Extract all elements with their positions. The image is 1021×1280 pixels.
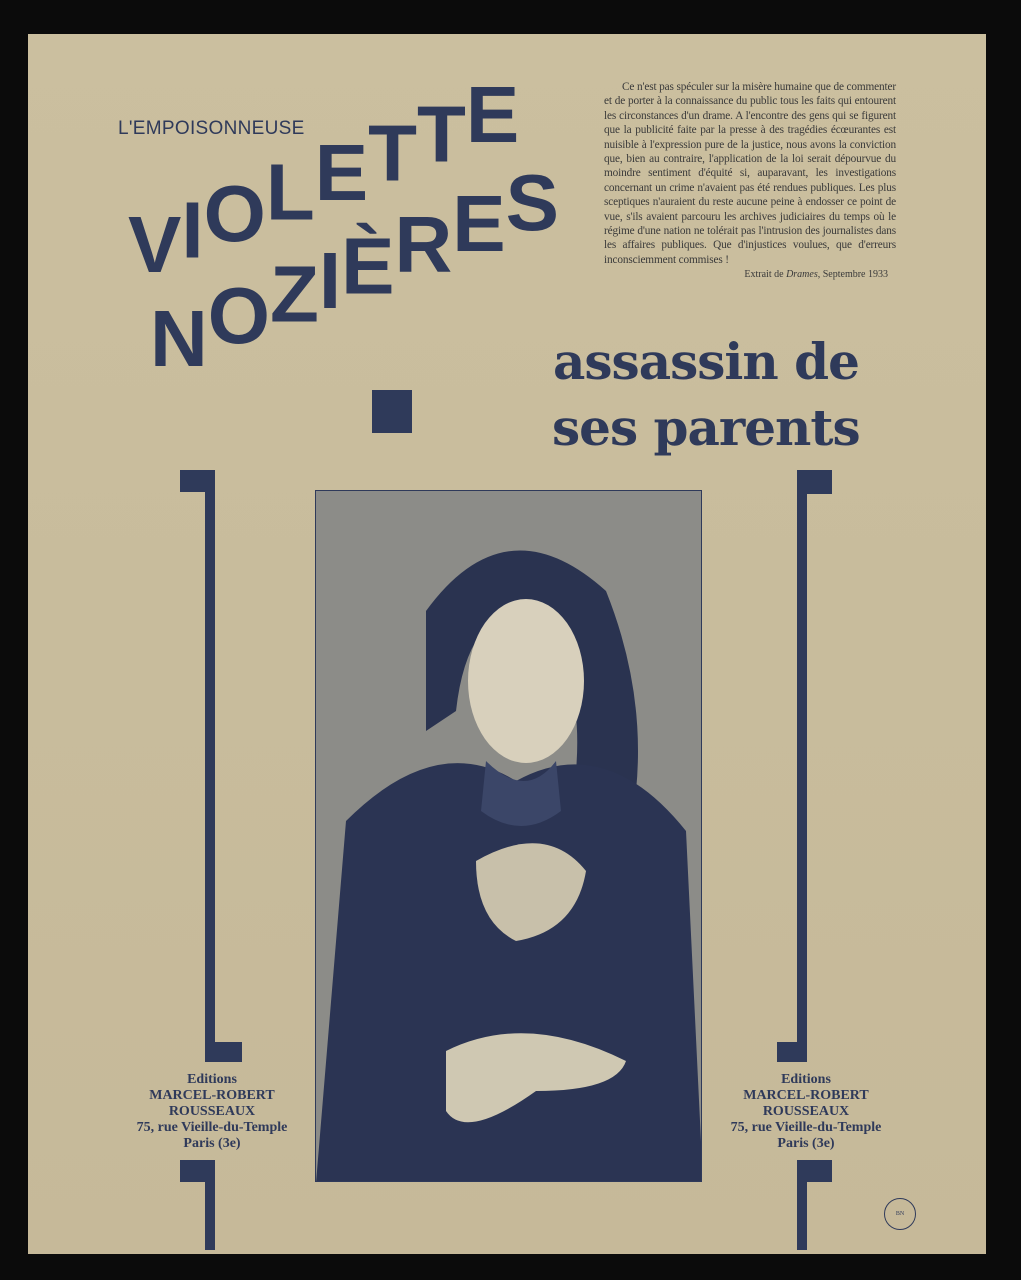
- publisher-line: Editions: [187, 1072, 237, 1087]
- source-prefix: Extrait de: [744, 269, 787, 281]
- bracket-part: [797, 470, 807, 1062]
- title-letter: E: [452, 178, 506, 268]
- title-letter: S: [505, 158, 559, 248]
- title-letter: T: [416, 89, 466, 179]
- title-letter: T: [368, 108, 417, 198]
- bracket-part: [215, 1042, 242, 1062]
- publisher-city: Paris (3e): [777, 1136, 835, 1151]
- bracket-part: [205, 1160, 215, 1250]
- title-letter: I: [318, 235, 342, 325]
- bracket-part: [777, 1042, 807, 1062]
- title-last-name: [150, 158, 559, 390]
- publisher-left: [112, 1072, 312, 1152]
- title-letter: V: [128, 199, 182, 289]
- title-letter: L: [265, 147, 315, 237]
- quote-paragraph: Ce n'est pas spéculer sur la misère humaine que de commenter et de porter à la connaissance du public tous les faits qui entourent les circonstances d'un drame. A l'encontre des gens qui se figurent que la publicité faite par la presse à des tragédies écœurantes est nuisible à l'expression pure de la justice, nous avons la conviction que, bien au contraire, l'application de la loi serait dépourvue du moindre sentiment d'équité si, auparavant, les investigations concernant un crime n'avaient pas été rendues publiques. Les plus sceptiques n'auraient du reste aucune peine à endosser ce point de vue, s'ils avaient parcouru les archives judiciaires du temps où le régime d'une nation ne tolérait pas l'intrusion des journalistes dans les affaires publiques. Que d'injustices voulues, que d'erreurs inconsciemment commises !: [604, 81, 896, 266]
- title-letter: È: [341, 221, 395, 311]
- publisher-name: ROUSSEAUX: [168, 1104, 256, 1119]
- publisher-line: Editions: [781, 1072, 831, 1087]
- publisher-address: 75, rue Vieille-du-Temple: [730, 1120, 882, 1135]
- subtitle-line1: assassin de: [553, 332, 859, 391]
- title-letter: E: [314, 128, 369, 217]
- title-letter: Z: [270, 249, 319, 339]
- decorative-square: [372, 390, 412, 433]
- title-letter: I: [181, 185, 204, 275]
- bracket-part: [797, 1160, 807, 1250]
- title-letter: E: [465, 70, 520, 160]
- kicker-label: L'EMPOISONNEUSE: [118, 118, 305, 139]
- quote-block: [604, 80, 896, 281]
- title-letter: N: [150, 293, 208, 383]
- library-stamp: BN: [884, 1198, 916, 1230]
- portrait-image: [316, 491, 702, 1182]
- publisher-city: Paris (3e): [183, 1136, 241, 1151]
- quote-source: [604, 268, 896, 281]
- publisher-name: MARCEL-ROBERT: [743, 1088, 869, 1103]
- title-letter: O: [207, 270, 271, 360]
- title-letter: R: [394, 200, 453, 290]
- source-title: Drames: [786, 269, 818, 281]
- publisher-name: MARCEL-ROBERT: [149, 1088, 275, 1103]
- portrait-photo: [315, 490, 702, 1182]
- source-date: , Septembre 1933: [817, 269, 888, 281]
- bracket-part: [205, 470, 215, 1062]
- subtitle-line2: ses parents: [552, 398, 860, 457]
- publisher-right: [706, 1072, 906, 1152]
- publisher-address: 75, rue Vieille-du-Temple: [136, 1120, 288, 1135]
- title-letter: O: [203, 168, 266, 258]
- publisher-name: ROUSSEAUX: [762, 1104, 850, 1119]
